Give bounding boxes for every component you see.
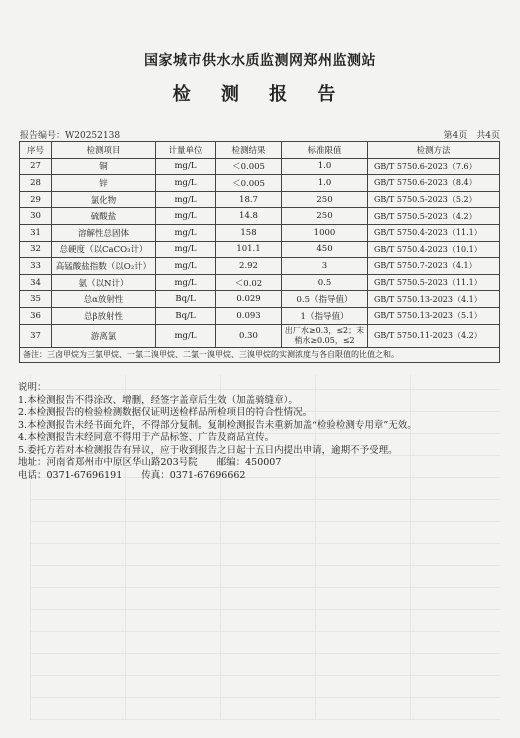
result: 0.30 [216, 324, 282, 347]
test-method: GB/T 5750.4-2023（11.1） [368, 224, 500, 241]
row-index: 28 [20, 175, 52, 192]
table-header-row [20, 142, 500, 159]
organization-title: 国家城市供水水质监测网郑州监测站 [144, 53, 376, 69]
test-method: GB/T 5750.5-2023（4.2） [368, 208, 500, 225]
standard-limit: 3 [282, 258, 368, 275]
result: 18.7 [216, 191, 282, 208]
result: 0.093 [216, 307, 282, 324]
unit: mg/L [156, 191, 216, 208]
test-item: 总硬度（以CaCO₃计） [52, 241, 156, 258]
unit: mg/L [156, 258, 216, 275]
standard-limit: 0.5（指导值） [282, 291, 368, 308]
table-row [20, 274, 500, 291]
unit: mg/L [156, 175, 216, 192]
report-title: 检 测 报 告 [172, 84, 348, 105]
test-method: GB/T 5750.13-2023（4.1） [368, 291, 500, 308]
column-header: 检测结果 [216, 142, 282, 159]
unit: mg/L [156, 324, 216, 347]
row-index: 37 [20, 324, 52, 347]
column-header: 检测方法 [368, 142, 500, 159]
report-number: 报告编号：W20252138 [20, 131, 121, 141]
report-notes [18, 382, 508, 482]
standard-limit: 250 [282, 208, 368, 225]
unit: Bq/L [156, 307, 216, 324]
row-index: 32 [20, 241, 52, 258]
test-method: GB/T 5750.6-2023（7.6） [368, 158, 500, 175]
row-index: 27 [20, 158, 52, 175]
table-row [20, 258, 500, 275]
standard-limit: 出厂水≥0.3，≤2；末梢水≥0.05，≤2 [282, 324, 368, 347]
table-row [20, 191, 500, 208]
test-item: 高锰酸盐指数（以O₂计） [52, 258, 156, 275]
result: 158 [216, 224, 282, 241]
note-line: 5.委托方若对本检测报告有异议，应于收到报告之日起十五日内提出申请，逾期不予受理。 [18, 444, 398, 456]
test-method: GB/T 5750.5-2023（5.2） [368, 191, 500, 208]
standard-limit: 1.0 [282, 158, 368, 175]
note-line: 3.本检测报告未经书面允许，不得部分复制。复制检测报告未重新加盖“检验检测专用章”无效。 [18, 419, 417, 431]
column-header: 标准限值 [282, 142, 368, 159]
row-index: 31 [20, 224, 52, 241]
unit: mg/L [156, 208, 216, 225]
standard-limit: 1.0 [282, 175, 368, 192]
test-item: 总β放射性 [52, 307, 156, 324]
test-item: 硫酸盐 [52, 208, 156, 225]
unit: mg/L [156, 158, 216, 175]
row-index: 33 [20, 258, 52, 275]
test-item: 游离氯 [52, 324, 156, 347]
column-header: 序号 [20, 142, 52, 159]
result: 101.1 [216, 241, 282, 258]
result: ＜0.02 [216, 274, 282, 291]
test-item: 锌 [52, 175, 156, 192]
table-note-row [20, 347, 500, 362]
result: ＜0.005 [216, 158, 282, 175]
results-table [19, 141, 500, 363]
table-row [20, 241, 500, 258]
table-row [20, 208, 500, 225]
row-index: 36 [20, 307, 52, 324]
notes-heading: 说明： [18, 382, 47, 393]
row-index: 29 [20, 191, 52, 208]
address-line: 地址：河南省郑州市中原区华山路203号院 邮编：450007 [18, 457, 282, 468]
table-row [20, 307, 500, 324]
test-item: 溶解性总固体 [52, 224, 156, 241]
unit: mg/L [156, 224, 216, 241]
standard-limit: 0.5 [282, 274, 368, 291]
standard-limit: 1000 [282, 224, 368, 241]
test-item: 总α放射性 [52, 291, 156, 308]
test-method: GB/T 5750.7-2023（4.1） [368, 258, 500, 275]
result: 2.92 [216, 258, 282, 275]
note-line: 2.本检测报告的检验检测数据仅证明送检样品所检项目的符合性情况。 [18, 407, 313, 418]
test-method: GB/T 5750.4-2023（10.1） [368, 241, 500, 258]
test-item: 氨（以N计） [52, 274, 156, 291]
note-line: 4.本检测报告未经同意不得用于产品标签、广告及商品宣传。 [18, 432, 275, 443]
column-header: 计量单位 [156, 142, 216, 159]
unit: Bq/L [156, 291, 216, 308]
table-row [20, 224, 500, 241]
row-index: 34 [20, 274, 52, 291]
test-method: GB/T 5750.6-2023（8.4） [368, 175, 500, 192]
note-line: 1.本检测报告不得涂改、增删，经签字盖章后生效（加盖骑缝章）。 [18, 394, 298, 406]
result: 14.8 [216, 208, 282, 225]
page-number: 第4页 共4页 [443, 131, 500, 141]
row-index: 30 [20, 208, 52, 225]
table-row [20, 175, 500, 192]
test-item: 铜 [52, 158, 156, 175]
table-row [20, 291, 500, 308]
column-header: 检测项目 [52, 142, 156, 159]
result: 0.029 [216, 291, 282, 308]
test-method: GB/T 5750.11-2023（4.2） [368, 324, 500, 347]
unit: mg/L [156, 274, 216, 291]
test-method: GB/T 5750.5-2023（11.1） [368, 274, 500, 291]
standard-limit: 450 [282, 241, 368, 258]
row-index: 35 [20, 291, 52, 308]
unit: mg/L [156, 241, 216, 258]
standard-limit: 250 [282, 191, 368, 208]
table-note: 备注：三卤甲烷为三氯甲烷、一氯二溴甲烷、二氯一溴甲烷、三溴甲烷的实测浓度与各自限值的比值之和。 [20, 347, 500, 362]
contact-line: 电话：0371-67696191 传真：0371-67696662 [18, 469, 246, 481]
test-item: 氯化物 [52, 191, 156, 208]
table-row [20, 324, 500, 347]
standard-limit: 1（指导值） [282, 307, 368, 324]
table-row [20, 158, 500, 175]
test-method: GB/T 5750.13-2023（5.1） [368, 307, 500, 324]
result: ＜0.005 [216, 175, 282, 192]
